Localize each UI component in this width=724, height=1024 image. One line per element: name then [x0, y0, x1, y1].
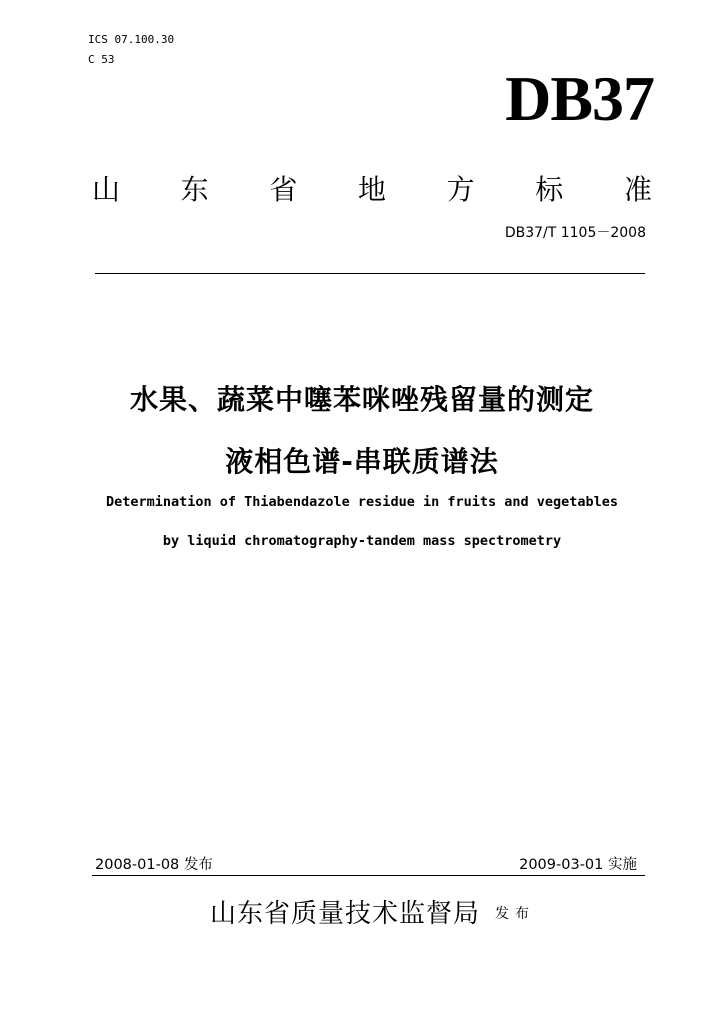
issue-date: 2008-01-08 发布 — [95, 857, 213, 873]
issuer: 山东省质量技术监督局 — [210, 899, 481, 929]
implementation-date: 2009-03-01 实施 — [519, 857, 637, 873]
title-english-line-1: Determination of Thiabendazole residue in fruits and vegetables — [105, 494, 619, 510]
top-divider — [95, 273, 645, 274]
standard-type-char: 山 — [92, 173, 121, 206]
title-chinese-line-1: 水果、蔬菜中噻苯咪唑残留量的测定 — [129, 383, 594, 416]
standard-type — [92, 168, 652, 208]
bottom-divider — [92, 875, 645, 876]
standard-type-char: 地 — [357, 173, 386, 206]
issuer-suffix: 发布 — [495, 906, 535, 922]
title-chinese-line-2: 液相色谱-串联质谱法 — [225, 445, 499, 478]
ccs-code: C 53 — [88, 53, 115, 66]
standard-type-char: 准 — [623, 173, 652, 206]
standard-type-char: 标 — [535, 173, 564, 206]
standard-type-char: 方 — [446, 173, 475, 206]
standard-number: DB37/T 1105－2008 — [504, 225, 646, 241]
standard-type-char: 省 — [269, 173, 298, 206]
standard-type-char: 东 — [180, 173, 209, 206]
title-english-line-2: by liquid chromatography-tandem mass spectrometry — [162, 533, 562, 549]
ics-code: ICS 07.100.30 — [88, 33, 175, 46]
standard-code: DB37 — [505, 63, 654, 134]
